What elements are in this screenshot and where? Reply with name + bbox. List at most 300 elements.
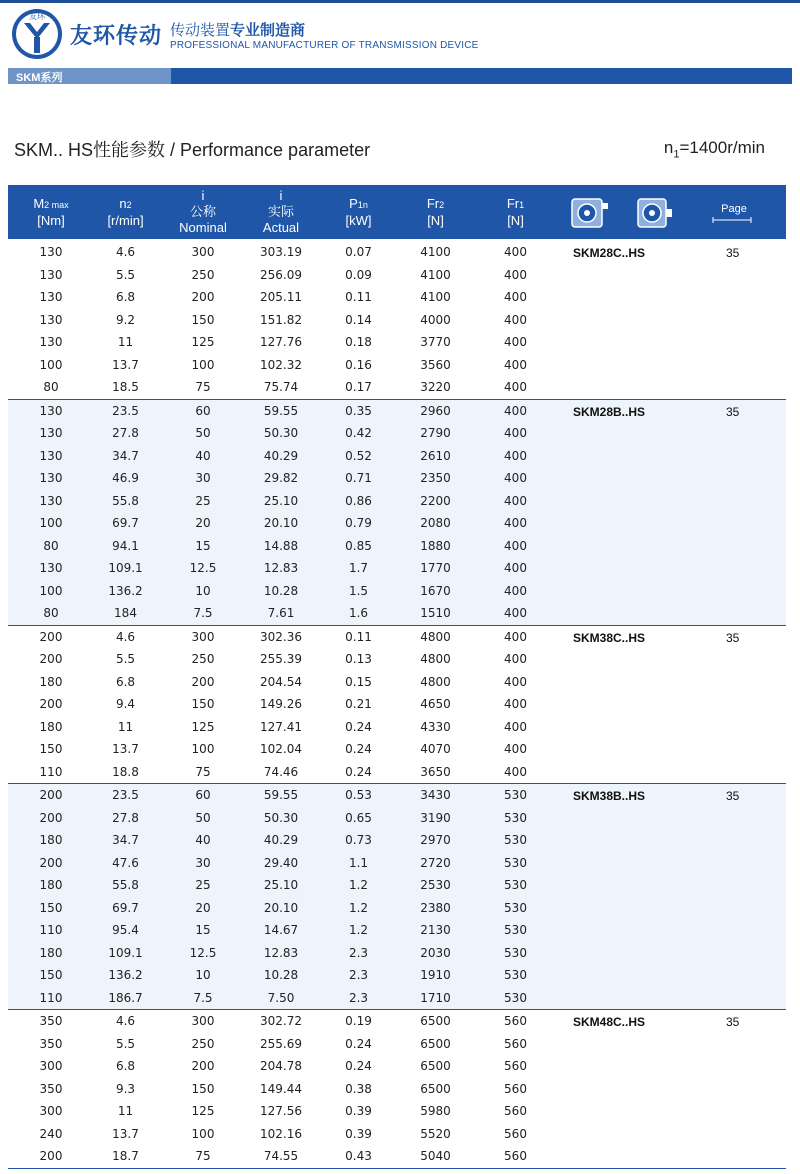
cell-fr2: 2130 bbox=[420, 923, 451, 937]
table-header bbox=[8, 185, 786, 239]
cell-m2: 80 bbox=[43, 380, 59, 394]
table-row bbox=[8, 422, 786, 445]
model-name: SKM48C..HS bbox=[573, 1015, 646, 1029]
cell-m2: 200 bbox=[39, 652, 63, 666]
cell-n2: 55.8 bbox=[112, 878, 139, 892]
cell-fr1: 400 bbox=[504, 697, 527, 711]
top-rule bbox=[0, 0, 800, 3]
cell-fr2: 4800 bbox=[420, 652, 451, 666]
cell-p1n: 1.7 bbox=[348, 561, 369, 575]
cell-m2: 110 bbox=[39, 764, 63, 779]
cell-fr2: 4000 bbox=[420, 312, 451, 327]
model-name: SKM38C..HS bbox=[573, 630, 646, 645]
cell-fr1: 400 bbox=[504, 561, 527, 575]
header-fr1: Fr1 [N] bbox=[506, 195, 525, 228]
cell-m2: 200 bbox=[39, 1149, 63, 1163]
table-row bbox=[8, 738, 786, 761]
cell-i-nominal: 250 bbox=[191, 1036, 215, 1051]
cell-n2: 4.6 bbox=[115, 629, 136, 644]
table-row bbox=[8, 602, 786, 625]
cell-m2: 200 bbox=[39, 810, 63, 825]
table-row bbox=[8, 648, 786, 671]
cell-i-nominal: 40 bbox=[195, 833, 211, 847]
cell-m2: 180 bbox=[39, 833, 63, 847]
cell-p1n: 0.39 bbox=[345, 1126, 372, 1141]
cell-i-nominal: 7.5 bbox=[193, 990, 213, 1005]
cell-p1n: 0.21 bbox=[345, 697, 372, 711]
table-row bbox=[8, 309, 786, 332]
cell-i-nominal: 150 bbox=[191, 312, 215, 327]
page-ref: 35 bbox=[726, 789, 740, 803]
cell-i-actual: 205.11 bbox=[260, 290, 302, 304]
cell-fr1: 530 bbox=[504, 810, 527, 825]
cell-m2: 350 bbox=[39, 1036, 63, 1051]
cell-fr1: 530 bbox=[504, 878, 527, 892]
cell-fr2: 4070 bbox=[420, 742, 451, 756]
cell-m2: 200 bbox=[39, 629, 63, 644]
cell-n2: 18.7 bbox=[112, 1149, 139, 1163]
cell-fr1: 400 bbox=[504, 493, 527, 508]
table-row bbox=[8, 1078, 786, 1101]
cell-fr1: 560 bbox=[504, 1036, 527, 1051]
cell-i-actual: 10.28 bbox=[263, 968, 299, 982]
table-row bbox=[8, 987, 786, 1010]
cell-fr2: 5520 bbox=[420, 1126, 451, 1141]
cell-fr2: 6500 bbox=[420, 1036, 451, 1051]
cell-m2: 150 bbox=[39, 900, 63, 915]
cell-fr2: 2380 bbox=[420, 900, 451, 915]
cell-p1n: 0.65 bbox=[345, 810, 372, 825]
cell-fr2: 6500 bbox=[420, 1014, 451, 1028]
cell-n2: 11 bbox=[117, 1104, 134, 1118]
table-row bbox=[8, 852, 786, 875]
cell-fr1: 400 bbox=[504, 426, 527, 440]
cell-fr2: 1880 bbox=[420, 538, 451, 553]
cell-fr1: 400 bbox=[504, 764, 527, 779]
table-row bbox=[8, 286, 786, 309]
cell-i-actual: 149.44 bbox=[260, 1081, 302, 1096]
cell-i-actual: 29.82 bbox=[263, 471, 299, 485]
cell-i-nominal: 15 bbox=[195, 923, 211, 937]
cell-fr2: 4330 bbox=[420, 719, 451, 734]
table-row bbox=[8, 331, 786, 354]
cell-m2: 180 bbox=[39, 674, 63, 689]
cell-fr1: 560 bbox=[504, 1014, 527, 1028]
cell-fr1: 400 bbox=[504, 583, 527, 598]
series-label: SKM系列 bbox=[16, 72, 63, 84]
cell-i-nominal: 100 bbox=[191, 1126, 215, 1141]
cell-i-actual: 50.30 bbox=[263, 426, 299, 440]
cell-i-actual: 59.55 bbox=[263, 403, 299, 418]
cell-fr2: 5040 bbox=[420, 1149, 451, 1163]
cell-fr2: 2350 bbox=[420, 471, 451, 485]
cell-i-nominal: 125 bbox=[191, 719, 215, 734]
cell-p1n: 2.3 bbox=[348, 968, 369, 982]
cell-n2: 47.6 bbox=[112, 855, 139, 870]
brand-logo-icon bbox=[10, 7, 64, 61]
table-row bbox=[8, 354, 786, 377]
tagline-en: PROFESSIONAL MANUFACTURER OF TRANSMISSION DEVICE bbox=[170, 40, 479, 51]
cell-n2: 94.1 bbox=[112, 538, 139, 553]
cell-i-nominal: 30 bbox=[195, 471, 211, 485]
cell-m2: 200 bbox=[39, 855, 63, 870]
cell-fr1: 400 bbox=[504, 742, 527, 756]
tagline-cn-b: 专业制造商 bbox=[230, 22, 306, 39]
input-speed bbox=[664, 138, 765, 160]
cell-n2: 69.7 bbox=[112, 516, 139, 530]
cell-m2: 200 bbox=[39, 788, 63, 802]
cell-n2: 5.5 bbox=[115, 652, 136, 666]
cell-m2: 130 bbox=[39, 426, 63, 440]
gearbox-front-icon bbox=[568, 193, 610, 233]
page-ref: 35 bbox=[726, 246, 740, 260]
cell-i-nominal: 200 bbox=[191, 674, 215, 689]
cell-n2: 69.7 bbox=[112, 900, 139, 915]
cell-fr1: 400 bbox=[504, 335, 527, 349]
model-group bbox=[8, 1010, 786, 1169]
header-n2: n2 [r/min] bbox=[107, 195, 144, 228]
cell-p1n: 0.24 bbox=[345, 719, 372, 734]
cell-p1n: 0.35 bbox=[345, 403, 372, 418]
cell-i-nominal: 20 bbox=[195, 516, 211, 530]
table-row bbox=[8, 557, 786, 580]
model-group bbox=[8, 784, 786, 1010]
cell-fr1: 400 bbox=[504, 448, 527, 463]
cell-i-actual: 256.09 bbox=[260, 267, 302, 282]
page-title: SKM.. HS性能参数 / Performance parameter bbox=[14, 140, 371, 160]
cell-m2: 130 bbox=[39, 312, 63, 327]
cell-i-actual: 29.40 bbox=[263, 855, 299, 870]
cell-fr1: 400 bbox=[504, 380, 527, 394]
cell-p1n: 1.6 bbox=[348, 606, 369, 620]
cell-p1n: 0.38 bbox=[345, 1081, 372, 1096]
cell-i-actual: 302.36 bbox=[260, 629, 302, 644]
table-row bbox=[8, 490, 786, 513]
cell-i-actual: 40.29 bbox=[263, 448, 299, 463]
cell-i-actual: 151.82 bbox=[260, 312, 302, 327]
gearbox-side-icon bbox=[632, 193, 674, 233]
cell-i-nominal: 20 bbox=[195, 900, 211, 915]
cell-fr2: 1710 bbox=[420, 990, 451, 1005]
cell-i-actual: 302.72 bbox=[260, 1014, 302, 1028]
cell-m2: 180 bbox=[39, 878, 63, 892]
cell-n2: 95.4 bbox=[112, 923, 139, 937]
cell-i-actual: 20.10 bbox=[263, 516, 299, 530]
cell-n2: 6.8 bbox=[115, 674, 136, 689]
cell-m2: 150 bbox=[39, 742, 63, 756]
cell-p1n: 0.86 bbox=[345, 493, 372, 508]
header-i-actual: i 实际 Actual bbox=[262, 188, 300, 235]
cell-n2: 4.6 bbox=[115, 245, 136, 259]
cell-n2: 4.6 bbox=[115, 1014, 136, 1028]
cell-i-nominal: 75 bbox=[195, 764, 211, 779]
cell-p1n: 0.15 bbox=[345, 674, 372, 689]
cell-n2: 5.5 bbox=[115, 1036, 136, 1051]
cell-i-actual: 14.67 bbox=[263, 923, 299, 937]
cell-p1n: 0.07 bbox=[345, 245, 372, 259]
cell-fr2: 4800 bbox=[420, 674, 451, 689]
cell-n2: 55.8 bbox=[112, 493, 139, 508]
cell-n2: 6.8 bbox=[115, 290, 136, 304]
cell-i-actual: 12.83 bbox=[263, 945, 299, 960]
cell-p1n: 0.19 bbox=[345, 1014, 372, 1028]
cell-i-nominal: 300 bbox=[191, 245, 215, 259]
cell-m2: 130 bbox=[39, 335, 63, 349]
cell-fr1: 530 bbox=[504, 990, 527, 1005]
cell-fr2: 2790 bbox=[420, 426, 451, 440]
cell-fr2: 2200 bbox=[420, 493, 451, 508]
model-name: SKM28C..HS bbox=[573, 246, 646, 260]
table-row bbox=[8, 874, 786, 897]
cell-p1n: 0.24 bbox=[345, 1036, 372, 1051]
cell-m2: 240 bbox=[39, 1126, 63, 1141]
cell-n2: 5.5 bbox=[115, 267, 136, 282]
table-row bbox=[8, 807, 786, 830]
cell-n2: 136.2 bbox=[108, 583, 143, 598]
speed-label: n bbox=[663, 138, 674, 157]
header-fr2: Fr2 [N] bbox=[426, 195, 445, 228]
cell-m2: 130 bbox=[39, 471, 63, 485]
cell-fr2: 6500 bbox=[420, 1081, 451, 1096]
cell-n2: 109.1 bbox=[108, 561, 143, 575]
cell-p1n: 1.5 bbox=[348, 583, 369, 598]
cell-m2: 110 bbox=[39, 923, 63, 937]
speed-value: =1400r/min bbox=[679, 138, 765, 157]
cell-n2: 18.8 bbox=[112, 764, 139, 779]
cell-m2: 300 bbox=[39, 1104, 63, 1118]
model-group bbox=[8, 626, 786, 785]
table-row bbox=[8, 693, 786, 716]
model-name: SKM38B..HS bbox=[573, 789, 646, 803]
cell-fr1: 530 bbox=[504, 968, 527, 982]
cell-fr1: 400 bbox=[504, 629, 527, 644]
table-row bbox=[8, 829, 786, 852]
tagline-cn bbox=[170, 19, 305, 40]
cell-fr1: 400 bbox=[504, 471, 527, 485]
cell-fr2: 3650 bbox=[420, 764, 451, 779]
cell-fr2: 4100 bbox=[420, 245, 451, 259]
brand-name: 友环传动 bbox=[70, 23, 163, 48]
cell-fr1: 560 bbox=[504, 1059, 527, 1073]
cell-i-actual: 255.69 bbox=[260, 1036, 302, 1051]
cell-fr2: 4650 bbox=[420, 697, 451, 711]
cell-p1n: 0.16 bbox=[345, 357, 372, 372]
table-row bbox=[8, 535, 786, 558]
cell-fr2: 1770 bbox=[420, 561, 451, 575]
table-row bbox=[8, 671, 786, 694]
cell-i-actual: 127.76 bbox=[260, 335, 302, 349]
table-row bbox=[8, 942, 786, 965]
table-row bbox=[8, 784, 786, 807]
model-group bbox=[8, 400, 786, 626]
cell-n2: 18.5 bbox=[112, 380, 139, 394]
cell-fr1: 530 bbox=[504, 923, 527, 937]
cell-p1n: 0.39 bbox=[345, 1104, 372, 1118]
cell-fr1: 400 bbox=[504, 538, 527, 553]
table-row bbox=[8, 761, 786, 784]
table-row bbox=[8, 580, 786, 603]
cell-fr2: 3430 bbox=[420, 788, 451, 802]
cell-i-nominal: 250 bbox=[191, 652, 215, 666]
cell-fr1: 560 bbox=[504, 1126, 527, 1141]
cell-p1n: 0.79 bbox=[345, 516, 372, 530]
cell-m2: 350 bbox=[39, 1014, 63, 1028]
cell-m2: 130 bbox=[39, 448, 63, 463]
cell-i-nominal: 300 bbox=[191, 629, 215, 644]
table-row bbox=[8, 512, 786, 535]
header-m2: M2 max [Nm] bbox=[33, 195, 69, 228]
cell-fr1: 400 bbox=[504, 290, 527, 304]
cell-i-nominal: 30 bbox=[195, 855, 211, 870]
page-ref: 35 bbox=[726, 630, 740, 645]
cell-i-actual: 74.46 bbox=[263, 764, 299, 779]
cell-fr2: 3560 bbox=[420, 357, 451, 372]
table-row bbox=[8, 1010, 786, 1033]
header-p1n: P1n [kW] bbox=[345, 195, 372, 228]
cell-fr2: 1910 bbox=[420, 968, 451, 982]
cell-i-actual: 7.61 bbox=[267, 606, 295, 620]
cell-i-actual: 204.78 bbox=[260, 1059, 302, 1073]
cell-p1n: 0.11 bbox=[345, 629, 372, 644]
cell-n2: 23.5 bbox=[112, 788, 139, 802]
cell-n2: 9.3 bbox=[115, 1081, 136, 1096]
cell-i-actual: 25.10 bbox=[263, 878, 299, 892]
cell-i-nominal: 25 bbox=[195, 493, 211, 508]
cell-fr1: 400 bbox=[504, 516, 527, 530]
table-row bbox=[8, 919, 786, 942]
cell-m2: 150 bbox=[39, 968, 63, 982]
cell-p1n: 0.14 bbox=[345, 312, 372, 327]
cell-n2: 184 bbox=[114, 606, 137, 620]
cell-i-nominal: 60 bbox=[195, 788, 211, 802]
cell-i-nominal: 12.5 bbox=[189, 561, 217, 575]
cell-p1n: 0.53 bbox=[345, 788, 372, 802]
table-row bbox=[8, 626, 786, 649]
cell-i-nominal: 25 bbox=[195, 878, 211, 892]
cell-fr2: 2530 bbox=[420, 878, 451, 892]
cell-m2: 200 bbox=[39, 697, 63, 711]
table-row bbox=[8, 1033, 786, 1056]
cell-n2: 13.7 bbox=[112, 357, 139, 372]
cell-i-nominal: 60 bbox=[195, 403, 211, 418]
cell-i-actual: 14.88 bbox=[263, 538, 299, 553]
cell-m2: 80 bbox=[43, 606, 59, 620]
cell-n2: 6.8 bbox=[115, 1059, 136, 1073]
cell-i-actual: 149.26 bbox=[260, 697, 302, 711]
cell-p1n: 1.1 bbox=[348, 855, 369, 870]
table-row bbox=[8, 964, 786, 987]
cell-i-actual: 204.54 bbox=[260, 674, 302, 689]
cell-m2: 100 bbox=[39, 516, 63, 530]
table-row bbox=[8, 1100, 786, 1123]
cell-p1n: 0.18 bbox=[345, 335, 372, 349]
cell-i-actual: 127.41 bbox=[260, 719, 302, 734]
cell-fr1: 400 bbox=[504, 674, 527, 689]
cell-p1n: 0.13 bbox=[345, 652, 372, 666]
cell-i-actual: 40.29 bbox=[263, 833, 299, 847]
cell-m2: 130 bbox=[39, 245, 63, 259]
table-row bbox=[8, 716, 786, 739]
cell-fr2: 2030 bbox=[420, 945, 451, 960]
cell-i-nominal: 50 bbox=[195, 810, 211, 825]
cell-i-actual: 102.32 bbox=[260, 357, 302, 372]
cell-m2: 130 bbox=[39, 403, 63, 418]
cell-i-nominal: 150 bbox=[191, 697, 215, 711]
cell-n2: 186.7 bbox=[108, 990, 143, 1005]
cell-i-actual: 74.55 bbox=[263, 1149, 299, 1163]
cell-n2: 27.8 bbox=[112, 810, 139, 825]
cell-n2: 34.7 bbox=[112, 833, 139, 847]
cell-p1n: 0.73 bbox=[345, 833, 372, 847]
cell-i-nominal: 250 bbox=[191, 267, 215, 282]
cell-p1n: 0.11 bbox=[345, 290, 372, 304]
cell-i-nominal: 200 bbox=[191, 1059, 215, 1073]
table-row bbox=[8, 264, 786, 287]
table-row bbox=[8, 400, 786, 423]
cell-fr2: 3770 bbox=[420, 335, 451, 349]
cell-m2: 80 bbox=[43, 538, 59, 553]
cell-i-actual: 127.56 bbox=[260, 1104, 302, 1118]
cell-m2: 100 bbox=[39, 583, 63, 598]
cell-n2: 11 bbox=[117, 335, 134, 349]
cell-fr2: 4100 bbox=[420, 267, 451, 282]
cell-fr2: 6500 bbox=[420, 1059, 451, 1073]
cell-n2: 46.9 bbox=[112, 471, 139, 485]
cell-fr1: 400 bbox=[504, 357, 527, 372]
series-bar bbox=[8, 68, 792, 84]
model-name: SKM28B..HS bbox=[573, 404, 646, 419]
cell-m2: 180 bbox=[39, 719, 63, 734]
cell-fr2: 4800 bbox=[420, 629, 451, 644]
cell-i-nominal: 125 bbox=[191, 335, 215, 349]
cell-fr2: 2960 bbox=[420, 403, 451, 418]
cell-n2: 23.5 bbox=[112, 403, 139, 418]
cell-p1n: 1.2 bbox=[348, 878, 369, 892]
cell-fr2: 3220 bbox=[420, 380, 451, 394]
cell-fr1: 400 bbox=[504, 652, 527, 666]
cell-fr2: 3190 bbox=[420, 810, 451, 825]
cell-fr1: 530 bbox=[504, 833, 527, 847]
cell-p1n: 0.42 bbox=[345, 426, 372, 440]
cell-i-actual: 59.55 bbox=[263, 788, 299, 802]
cell-i-nominal: 75 bbox=[195, 380, 211, 394]
cell-fr1: 400 bbox=[504, 267, 527, 282]
table-body bbox=[8, 241, 786, 1169]
cell-fr1: 530 bbox=[504, 945, 527, 960]
cell-i-nominal: 100 bbox=[191, 742, 215, 756]
cell-i-nominal: 10 bbox=[195, 583, 211, 598]
table-row bbox=[8, 897, 786, 920]
table-row bbox=[8, 1055, 786, 1078]
cell-i-actual: 75.74 bbox=[263, 380, 299, 394]
cell-fr1: 530 bbox=[504, 855, 527, 870]
cell-fr2: 2720 bbox=[420, 855, 451, 870]
cell-n2: 9.4 bbox=[115, 697, 136, 711]
cell-fr2: 1670 bbox=[420, 583, 451, 598]
cell-i-nominal: 50 bbox=[195, 426, 211, 440]
cell-p1n: 0.24 bbox=[345, 742, 372, 756]
cell-i-nominal: 15 bbox=[195, 538, 211, 553]
cell-m2: 300 bbox=[39, 1059, 63, 1073]
page-range-icon bbox=[712, 217, 752, 223]
speed-sub: 1 bbox=[673, 148, 680, 161]
cell-n2: 11 bbox=[117, 719, 134, 734]
cell-fr1: 530 bbox=[504, 900, 527, 915]
cell-fr1: 400 bbox=[504, 312, 527, 327]
cell-m2: 130 bbox=[39, 267, 63, 282]
cell-i-actual: 20.10 bbox=[263, 900, 299, 915]
table-row bbox=[8, 445, 786, 468]
